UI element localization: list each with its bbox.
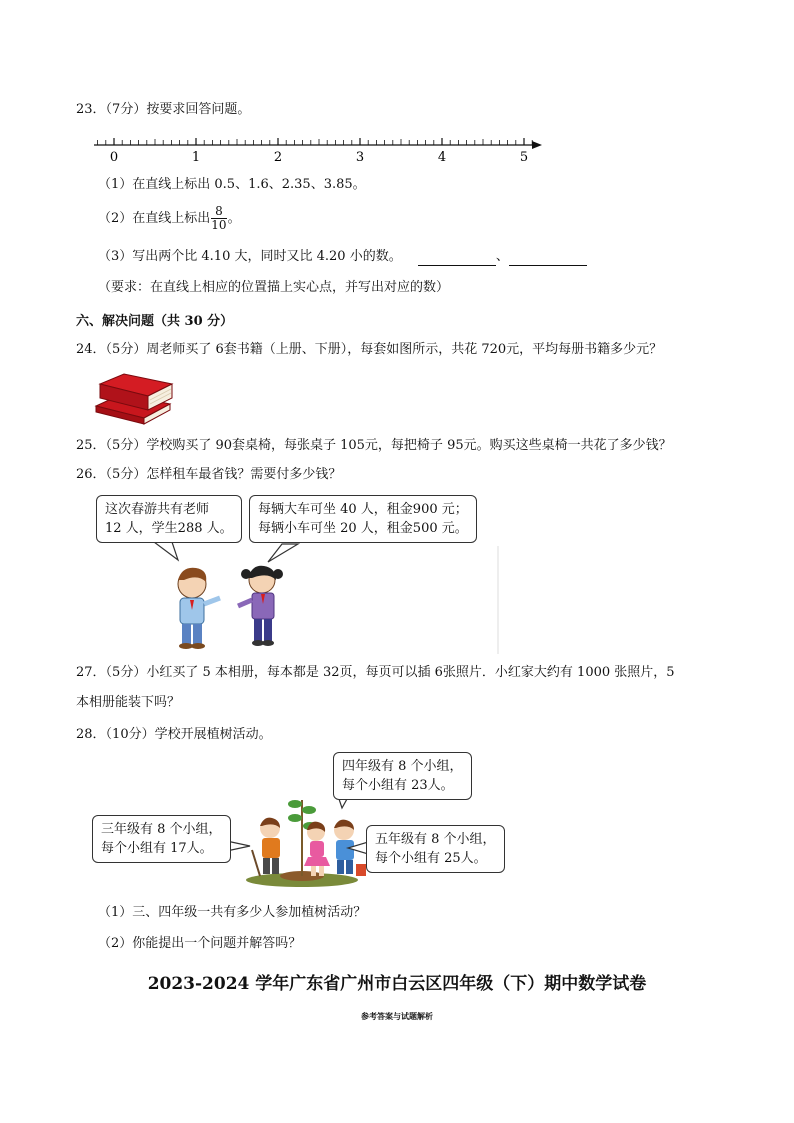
bubble-line: 每个小组有 23人。 [342, 778, 454, 793]
q28-part2: （2）你能提出一个问题并解答吗？ [98, 936, 302, 951]
q27-text-line2: 本相册能装下吗？ [76, 695, 181, 710]
q23-part3-sep: 、 [495, 249, 509, 264]
q26-header: 26．（5分）怎样租车最省钱？需要付多少钱？ [76, 467, 342, 482]
q23-part3-text: （3）写出两个比 4.10 大，同时又比 4.20 小的数。 [98, 249, 402, 264]
q23-requirement: （要求：在直线上相应的位置描上实心点，并写出对应的数） [98, 280, 450, 295]
fraction-denominator: 10 [211, 218, 227, 232]
answer-blank-2[interactable] [509, 251, 587, 266]
q28-bubble-tails [220, 790, 380, 860]
q23-part3 [98, 248, 587, 266]
bubble-line: 三年级有 8 个小组， [101, 822, 222, 837]
boy-figure [178, 568, 220, 649]
q23-part1: （1）在直线上标出 0.5、1.6、2.35、3.85。 [98, 177, 366, 192]
q27-text-line1: 27．（5分）小红买了 5 本相册，每本都是 32页，每页可以插 6张照片．小红家大约有 1000 张照片，5 [76, 665, 675, 680]
number-line-arrow [532, 141, 542, 149]
q25-text: 25．（5分）学校购买了 90套桌椅，每张桌子 105元，每把椅子 95元。购买这些桌椅一共花了多少钱？ [76, 438, 672, 453]
number-line [90, 134, 550, 170]
speech-bubble-grade-three [92, 815, 231, 863]
q24-text: 24．（5分）周老师买了 6套书籍（上册、下册），每套如图所示，共花 720元，平均每册书籍多少元？ [76, 342, 663, 357]
speech-bubble-grade-five [366, 825, 505, 873]
bubble-line: 每辆小车可坐 20 人，租金500 元。 [258, 521, 468, 536]
q28-part1: （1）三、四年级一共有多少人参加植树活动？ [98, 905, 367, 920]
tick-label: 3 [355, 150, 365, 165]
speech-bubble-grade-four [333, 752, 472, 800]
speech-bubble-teacher-students [96, 495, 242, 543]
tick-label: 5 [519, 150, 529, 165]
girl-figure [238, 566, 283, 646]
speech-bubble-bus-prices [249, 495, 477, 543]
q23-header: 23．（7分）按要求回答问题。 [76, 102, 251, 117]
bubble-line: 每辆大车可坐 40 人，租金900 元； [258, 502, 468, 517]
tick-label: 1 [191, 150, 201, 165]
answer-section-subtitle: 参考答案与试题解析 [361, 1011, 433, 1021]
bubble-line: 五年级有 8 个小组， [375, 832, 496, 847]
q23-part2-text: （2）在直线上标出 [98, 211, 211, 226]
q28-header: 28．（10分）学校开展植树活动。 [76, 727, 272, 742]
fraction-numerator: 8 [211, 205, 226, 219]
bubble-line: 四年级有 8 个小组， [342, 759, 463, 774]
q23-part2 [98, 204, 241, 234]
bubble-line: 12 人，学生288 人。 [105, 521, 233, 536]
number-line-ticks [98, 138, 533, 145]
tick-label: 2 [273, 150, 283, 165]
fraction-8-10 [211, 205, 226, 232]
bubble-line: 每个小组有 17人。 [101, 841, 213, 856]
answer-section-title: 2023-2024 学年广东省广州市白云区四年级（下）期中数学试卷 [147, 974, 647, 994]
q23-part2-end: 。 [227, 211, 241, 226]
tick-label: 0 [109, 150, 119, 165]
number-line-labels [110, 150, 528, 165]
bubble-line: 这次春游共有老师 [105, 502, 210, 517]
answer-blank-1[interactable] [418, 251, 496, 266]
tick-label: 4 [437, 150, 447, 165]
bubble-line: 每个小组有 25人。 [375, 851, 487, 866]
section-six-heading: 六、解决问题（共 30 分） [76, 314, 234, 329]
books-image [92, 368, 174, 426]
